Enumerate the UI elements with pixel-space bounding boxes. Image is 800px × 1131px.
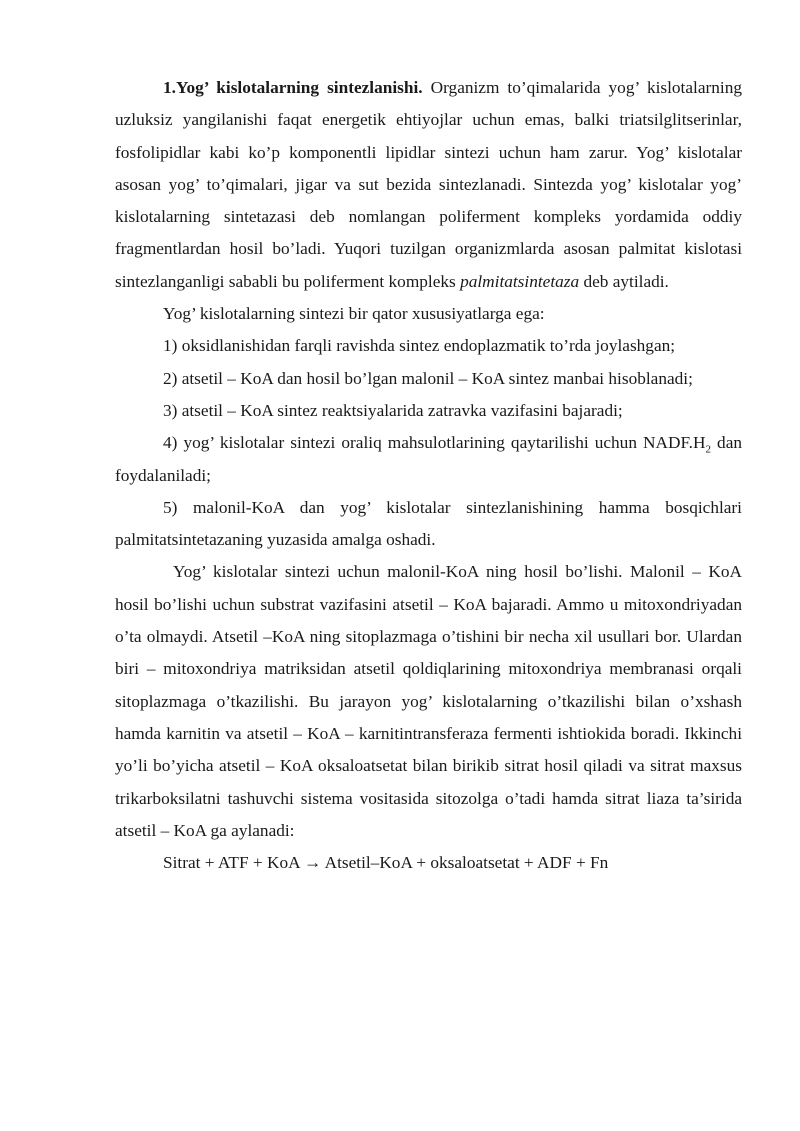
reaction-equation: Sitrat + ATF + KoA → Atsetil–KoA + oksaloatsetat + ADF + Fn: [163, 853, 609, 873]
feature-item-4: [115, 427, 742, 492]
intro-end: deb aytiladi.: [579, 271, 669, 291]
feature-item-5: 5) malonil-KoA dan yog’ kislotalar sintezlanishining hamma bosqichlari palmitatsintetazaning yuzasida amalga oshadi.: [115, 497, 742, 550]
feature-item-2: 2) atsetil – KoA dan hosil bo’lgan malonil – KoA sintez manbai hisoblanadi;: [163, 368, 693, 388]
document-page: [115, 72, 742, 879]
item4-subscript: 2: [705, 443, 711, 456]
intro-italic-term: palmitatsintetaza: [460, 271, 580, 291]
item4-end: dan foydalaniladi;: [115, 433, 743, 485]
intro-text: Organizm to’qimalarida yog’ kislotalarning uzluksiz yangilanishi faqat energetik ehtiyojlar uchun emas, balki triatsilglitserinlar, fosfolipidlar kabi ko’p komponentli lipidlar sintezi uchun ham zarur. Yog’ kislotalar asosan yog’ to’qimalari, jigar va sut bezida sintezlanadi. Sintezda yog’ kislotalar yog’ kislotalarning sintetazasi deb nomlangan poliferment kompleks yordamida oddiy fragmentlardan hosil bo’ladi. Yuqori tuzilgan organizmlarda asosan palmitat kislotasi sintezlanganligi sababli bu poliferment kompleks: [115, 78, 742, 291]
item4-text: 4) yog’ kislotalar sintezi oraliq mahsulotlarining qaytarilishi uchun NADF.H: [163, 433, 706, 453]
paragraph-malonyl: Yog’ kislotalar sintezi uchun malonil-KoA ning hosil bo’lishi. Malonil – KoA hosil bo’lishi uchun substrat vazifasini atsetil – KoA bajaradi. Ammo u mitoxondriyadan o’ta olmaydi. Atsetil –KoA ning sitoplazmaga o’tishini bir necha xil usullari bor. Ulardan biri – mitoxondriya matriksidan atsetil qoldiqlarining mitoxondriya membranasi orqali sitoplazmaga o’tkazilishi. Bu jarayon yog’ kislotalarning o’tkazilishi bilan o’xshash hamda karnitin va atsetil – KoA – karnitintransferaza fermenti ishtiokida boradi. Ikkinchi yo’li bo’yicha atsetil – KoA oksaloatsetat bilan birikib sitrat hosil qiladi va sitrat maxsus trikarboksilatni tashuvchi sistema vositasida sitozolga o’tadi hamda sitrat liaza ta’sirida atsetil – KoA ga aylanadi:: [115, 562, 742, 840]
paragraph-intro: [115, 72, 742, 298]
feature-item-3: 3) atsetil – KoA sintez reaktsiyalarida zatravka vazifasini bajaradi;: [163, 400, 623, 420]
feature-item-1: 1) oksidlanishidan farqli ravishda sintez endoplazmatik to’rda joylashgan;: [163, 336, 676, 356]
section-heading: 1.Yog’ kislotalarning sintezlanishi.: [163, 78, 423, 97]
paragraph-features-lead: Yog’ kislotalarning sintezi bir qator xususiyatlarga ega:: [163, 304, 545, 324]
